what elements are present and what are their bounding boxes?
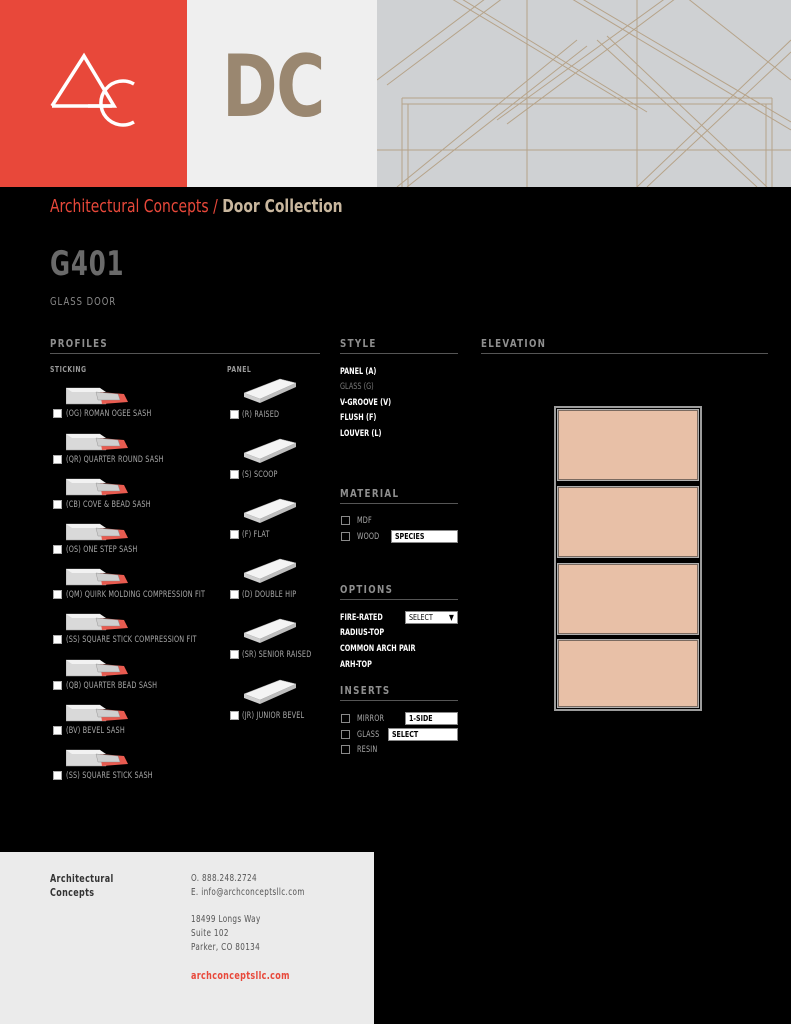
- style-option[interactable]: LOUVER (L): [340, 429, 382, 439]
- wood-label: WOOD: [357, 532, 380, 542]
- resin-checkbox[interactable]: [341, 745, 350, 754]
- material-heading: MATERIAL: [340, 487, 400, 500]
- footer-phone: O. 888.248.2724: [191, 873, 257, 884]
- model-number: G401: [50, 244, 125, 284]
- door-pane: [558, 564, 698, 634]
- mirror-field[interactable]: 1-SIDE: [405, 712, 458, 725]
- inserts-rule: [340, 700, 458, 701]
- sticking-label: (OG) ROMAN OGEE SASH: [66, 409, 152, 419]
- title-brand: Architectural Concepts: [50, 196, 209, 217]
- footer-address1: 18499 Longs Way: [191, 914, 261, 925]
- sticking-heading: STICKING: [50, 365, 87, 374]
- sticking-label: (QM) QUIRK MOLDING COMPRESSION FIT: [66, 590, 206, 600]
- sticking-label: (QB) QUARTER BEAD SASH: [66, 681, 158, 691]
- brand-letters: DC: [222, 37, 324, 137]
- glass-label: GLASS: [357, 730, 380, 740]
- sticking-checkbox[interactable]: [53, 500, 62, 509]
- species-field[interactable]: SPECIES: [391, 530, 458, 543]
- door-pane: [558, 410, 698, 480]
- title-separator: /: [213, 196, 218, 217]
- glass-checkbox[interactable]: [341, 730, 350, 739]
- sticking-checkbox[interactable]: [53, 635, 62, 644]
- profiles-heading: PROFILES: [50, 337, 109, 350]
- elevation-rule: [481, 353, 768, 354]
- door-elevation: [554, 406, 702, 711]
- inserts-heading: INSERTS: [340, 684, 391, 697]
- panel-label: (S) SCOOP: [242, 470, 278, 480]
- elevation-heading: ELEVATION: [481, 337, 547, 350]
- mdf-label: MDF: [357, 516, 372, 526]
- footer-company-line1: Architectural: [50, 873, 114, 885]
- glass-field[interactable]: SELECT: [388, 728, 458, 741]
- resin-label: RESIN: [357, 745, 378, 755]
- sticking-checkbox[interactable]: [53, 771, 62, 780]
- options-heading: OPTIONS: [340, 583, 394, 596]
- header-pattern-block: [377, 0, 791, 187]
- sticking-profile-icon: [66, 382, 128, 406]
- sticking-checkbox[interactable]: [53, 545, 62, 554]
- sticking-label: (CB) COVE & BEAD SASH: [66, 500, 151, 510]
- common-arch-label: COMMON ARCH PAIR: [340, 644, 416, 654]
- radius-top-label: RADIUS-TOP: [340, 628, 385, 638]
- title-collection: Door Collection: [222, 196, 343, 217]
- panel-profile-icon: [240, 437, 296, 465]
- panel-checkbox[interactable]: [230, 711, 239, 720]
- panel-profile-icon: [240, 557, 296, 585]
- panel-profile-icon: [240, 617, 296, 645]
- fire-rated-select[interactable]: SELECT ▼: [405, 611, 458, 624]
- sticking-profile-icon: [66, 744, 128, 768]
- mdf-checkbox[interactable]: [341, 516, 350, 525]
- panel-checkbox[interactable]: [230, 470, 239, 479]
- sticking-profile-icon: [66, 699, 128, 723]
- footer-website-link[interactable]: archconceptsllc.com: [191, 970, 290, 982]
- profiles-rule: [50, 353, 320, 354]
- style-heading: STYLE: [340, 337, 377, 350]
- door-pane: [558, 487, 698, 557]
- footer-address3: Parker, CO 80134: [191, 942, 261, 953]
- style-option[interactable]: FLUSH (F): [340, 413, 377, 423]
- sticking-checkbox[interactable]: [53, 590, 62, 599]
- panel-heading: PANEL: [227, 365, 252, 374]
- mirror-label: MIRROR: [357, 714, 385, 724]
- style-option[interactable]: GLASS (G): [340, 382, 374, 392]
- footer-address2: Suite 102: [191, 928, 229, 939]
- fire-rated-label: FIRE-RATED: [340, 613, 383, 623]
- sticking-profile-icon: [66, 608, 128, 632]
- sticking-label: (QR) QUARTER ROUND SASH: [66, 455, 164, 465]
- door-pane: [558, 640, 698, 707]
- panel-label: (D) DOUBLE HIP: [242, 590, 297, 600]
- sticking-checkbox[interactable]: [53, 726, 62, 735]
- ac-logo-icon: [48, 50, 140, 136]
- panel-label: (R) RAISED: [242, 410, 280, 420]
- sticking-profile-icon: [66, 473, 128, 497]
- panel-checkbox[interactable]: [230, 410, 239, 419]
- style-option[interactable]: PANEL (A): [340, 367, 377, 377]
- panel-checkbox[interactable]: [230, 530, 239, 539]
- sticking-profile-icon: [66, 654, 128, 678]
- dropdown-arrow-icon: ▼: [449, 613, 455, 622]
- truss-pattern-icon: [377, 0, 791, 187]
- sticking-label: (BV) BEVEL SASH: [66, 726, 125, 736]
- footer-email[interactable]: E. info@archconceptsllc.com: [191, 887, 305, 898]
- model-description: GLASS DOOR: [50, 295, 117, 308]
- material-rule: [340, 503, 458, 504]
- sticking-label: (OS) ONE STEP SASH: [66, 545, 138, 555]
- panel-profile-icon: [240, 497, 296, 525]
- panel-label: (F) FLAT: [242, 530, 270, 540]
- page-title: [50, 196, 343, 217]
- sticking-profile-icon: [66, 428, 128, 452]
- panel-profile-icon: [240, 678, 296, 706]
- style-option[interactable]: V-GROOVE (V): [340, 398, 392, 408]
- sticking-label: (SS) SQUARE STICK COMPRESSION FIT: [66, 635, 197, 645]
- footer: [0, 852, 374, 1024]
- footer-company-line2: Concepts: [50, 887, 95, 899]
- header-logo-block: [0, 0, 187, 187]
- panel-checkbox[interactable]: [230, 590, 239, 599]
- panel-label: (JR) JUNIOR BEVEL: [242, 711, 305, 721]
- arh-top-label: ARH-TOP: [340, 660, 372, 670]
- panel-profile-icon: [240, 377, 296, 405]
- panel-label: (SR) SENIOR RAISED: [242, 650, 312, 660]
- sticking-checkbox[interactable]: [53, 455, 62, 464]
- wood-checkbox[interactable]: [341, 532, 350, 541]
- sticking-label: (SS) SQUARE STICK SASH: [66, 771, 153, 781]
- panel-checkbox[interactable]: [230, 650, 239, 659]
- sticking-checkbox[interactable]: [53, 681, 62, 690]
- sticking-checkbox[interactable]: [53, 409, 62, 418]
- mirror-checkbox[interactable]: [341, 714, 350, 723]
- sticking-profile-icon: [66, 563, 128, 587]
- options-rule: [340, 599, 458, 600]
- sticking-profile-icon: [66, 518, 128, 542]
- style-rule: [340, 353, 458, 354]
